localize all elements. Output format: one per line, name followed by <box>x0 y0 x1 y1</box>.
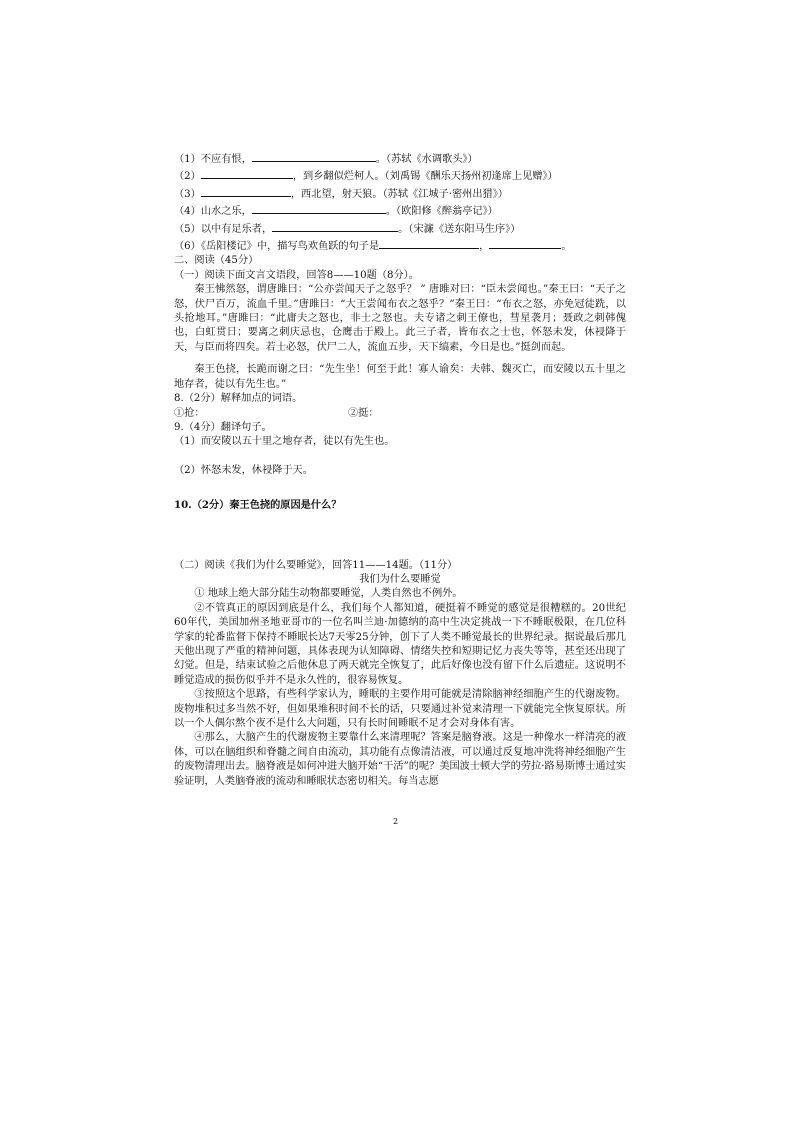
question-8: 8.（2分）解释加点的词语。 <box>174 393 303 405</box>
poetry-text: （4）山水之乐， <box>174 206 252 218</box>
article-paragraph-4: ④那么，大脑产生的代谢废物主要靠什么来清理呢？答案是脑脊液。这是一种像水一样清亮的液体，可以在脑组织和脊髓之间自由流动，其功能有点像清洁液，可以通过反复地冲洗将神经细胞产生的废物清理出去。脑脊液是如何冲进大脑开始“干活”的呢？美国波士顿大学的劳拉·路易斯博士通过实验证明，人类脑脊液的流动和睡眠状态密切相关。每当志愿 <box>174 732 626 787</box>
answer-blank[interactable] <box>201 185 291 197</box>
question-9: 9.（4分）翻译句子。 <box>174 421 272 433</box>
part2-intro: （二）阅读《我们为什么要睡觉》，回答11——14题。（11分） <box>174 559 458 571</box>
poetry-line-3 <box>174 185 626 202</box>
poetry-text: （2） <box>174 171 201 183</box>
article-paragraph-3: ③按照这个思路，有些科学家认为，睡眠的主要作用可能就是清除脑神经细胞产生的代谢废物。废物堆积过多当然不好，但如果堆积时间不长的话，只要通过补觉来清理一下就能完全恢复原状。所以一个人偶尔熬个夜不是什么大问题，只有长时间睡眠不足才会对身体有害。 <box>174 689 626 729</box>
answer-blank[interactable] <box>252 150 376 162</box>
answer-blank[interactable] <box>379 237 479 249</box>
answer-blank[interactable] <box>201 167 293 179</box>
classical-passage-p2: 秦王色挠，长跪而谢之曰：“先生坐！何至于此！寡人谕矣：夫韩、魏灭亡，而安陵以五十里之地存者，徒以有先生也。” <box>174 364 626 390</box>
poetry-line-5 <box>174 220 626 237</box>
question-8-items <box>174 407 626 421</box>
answer-blank[interactable] <box>252 202 386 214</box>
answer-blank[interactable] <box>489 237 561 249</box>
poetry-text: ，西北望，射天狼。（苏轼《江城子·密州出猎》） <box>290 188 509 200</box>
poetry-text: ， <box>479 241 490 253</box>
poetry-text: （6）《岳阳楼记》中，描写鸟欢鱼跃的句子是 <box>174 241 380 253</box>
poetry-text: （1）不应有恨， <box>174 154 252 165</box>
poetry-text: 。（欧阳修《醉翁亭记》） <box>385 206 498 218</box>
poetry-text: （5）以中有足乐者， <box>174 223 273 235</box>
poetry-line-2 <box>174 167 626 184</box>
section-title: 二、阅读（45分） <box>174 255 259 267</box>
poetry-text: （3） <box>174 188 201 200</box>
question-8-item-b: ②挺： <box>348 407 379 419</box>
page-number: 2 <box>393 817 399 826</box>
poetry-line-6 <box>174 237 626 254</box>
question-8-item-a: ①抢： <box>174 407 205 419</box>
article-paragraph-2: ②不管真正的原因到底是什么，我们每个人都知道，硬挺着不睡觉的感觉是很糟糕的。20世纪60年代，美国加州圣地亚哥市的一位名叫兰迪·加德纳的高中生决定挑战一下不睡眠极限，在几位科学家的轮番监督下保持不睡眠长达7天零25分钟，创下了人类不睡觉最长的世界纪录。据说最后那几天他出现了严重的精神问题，具体表现为认知障碍、情绪失控和短期记忆力丧失等等，甚至还出现了幻觉。但是，结束试验之后他休息了两天就完全恢复了，此后好像也没有留下什么后遗症。这说明不睡觉造成的损伤似乎并不是永久性的，很容易恢复。 <box>174 602 626 686</box>
poetry-text: ，到乡翻似烂柯人。（刘禹锡《酬乐天扬州初逢席上见赠》） <box>292 171 558 183</box>
classical-passage-p1: 秦王怫然怒，谓唐雎曰：“公亦尝闻天子之怒乎？ ” 唐雎对曰：“臣未尝闻也。”秦王曰：“天子之怒，伏尸百万，流血千里。”唐雎曰：“大王尝闻布衣之怒乎？”秦王曰：“布衣之怒，亦免冠徒跣，以头抢地耳。”唐雎曰：“此庸夫之怒也，非士之怒也。夫专诸之刺王僚也，彗星袭月；聂政之刺韩傀也，白虹贯日；要离之刺庆忌也，仓鹰击于殿上。此三子者，皆布衣之士也，怀怒未发，休祲降于天，与臣而将四矣。若士必怒，伏尸二人，流血五步，天下缟素，今日是也。”挺剑而起。 <box>174 284 626 353</box>
article-paragraph-1: ① 地球上绝大部分陆生动物都要睡觉，人类自然也不例外。 <box>194 588 463 600</box>
page-content <box>174 150 626 789</box>
question-10: 10.（2分）秦王色挠的原因是什么？ <box>174 499 342 512</box>
part1-intro: （一）阅读下面文言文语段，回答8——10题（8分）。 <box>174 269 419 281</box>
question-9-item-2: （2）怀怒未发，休祲降于天。 <box>174 464 313 476</box>
poetry-text: 。 <box>561 241 572 253</box>
article-title: 我们为什么要睡觉 <box>359 573 441 585</box>
question-9-item-1: （1）而安陵以五十里之地存者，徒以有先生也。 <box>174 436 395 448</box>
poetry-section <box>174 150 626 254</box>
poetry-text: 。（苏轼《水调歌头》） <box>375 154 478 165</box>
poetry-line-1 <box>174 150 626 167</box>
answer-blank[interactable] <box>272 220 398 232</box>
poetry-line-4 <box>174 202 626 219</box>
poetry-text: 。（宋濂《送东阳马生序》） <box>398 223 521 235</box>
